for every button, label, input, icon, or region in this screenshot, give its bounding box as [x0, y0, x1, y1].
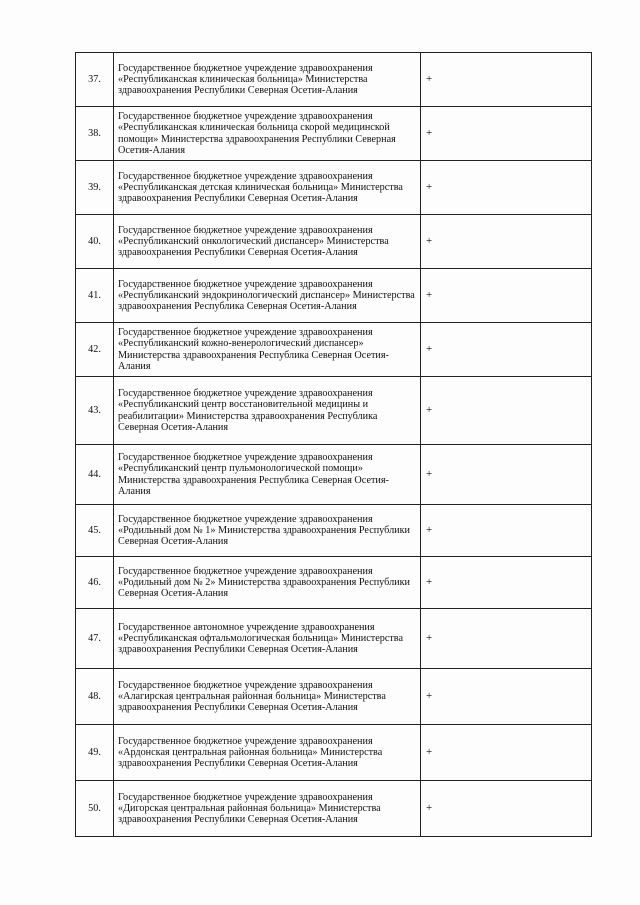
plus-mark: +: [421, 107, 592, 161]
plus-mark: +: [421, 505, 592, 557]
plus-mark: +: [421, 161, 592, 215]
table-row: [76, 557, 592, 609]
plus-mark: +: [421, 725, 592, 781]
institution-name: Государственное бюджетное учреждение здравоохранения «Республиканский онкологический диспансер» Министерства здравоохранения Республики Северная Осетия-Алания: [114, 215, 421, 269]
plus-mark: +: [421, 53, 592, 107]
institutions-table: [75, 52, 592, 837]
plus-mark: +: [421, 609, 592, 669]
row-number: 48.: [76, 669, 114, 725]
table-row: [76, 269, 592, 323]
institution-name: Государственное бюджетное учреждение здравоохранения «Республиканская клиническая больница скорой медицинской помощи» Министерства здравоохранения Республики Северная Осетия-Алания: [114, 107, 421, 161]
table-row: [76, 53, 592, 107]
row-number: 38.: [76, 107, 114, 161]
institution-name: Государственное бюджетное учреждение здравоохранения «Республиканский центр пульмонологической помощи» Министерства здравоохранения Республика Северная Осетия-Алания: [114, 445, 421, 505]
table-row: [76, 725, 592, 781]
plus-mark: +: [421, 781, 592, 837]
institution-name: Государственное бюджетное учреждение здравоохранения «Республиканская детская клиническая больница» Министерства здравоохранения Республики Северная Осетия-Алания: [114, 161, 421, 215]
table-row: [76, 377, 592, 445]
row-number: 43.: [76, 377, 114, 445]
table-row: [76, 669, 592, 725]
table-row: [76, 781, 592, 837]
institution-name: Государственное бюджетное учреждение здравоохранения «Родильный дом № 2» Министерства здравоохранения Республики Северная Осетия-Алания: [114, 557, 421, 609]
table-row: [76, 107, 592, 161]
row-number: 49.: [76, 725, 114, 781]
row-number: 46.: [76, 557, 114, 609]
row-number: 40.: [76, 215, 114, 269]
institution-name: Государственное бюджетное учреждение здравоохранения «Ардонская центральная районная больница» Министерства здравоохранения Республики Северная Осетия-Алания: [114, 725, 421, 781]
row-number: 37.: [76, 53, 114, 107]
plus-mark: +: [421, 669, 592, 725]
institution-name: Государственное бюджетное учреждение здравоохранения «Алагирская центральная районная больница» Министерства здравоохранения Республики Северная Осетия-Алания: [114, 669, 421, 725]
institution-name: Государственное бюджетное учреждение здравоохранения «Родильный дом № 1» Министерства здравоохранения Республики Северная Осетия-Алания: [114, 505, 421, 557]
plus-mark: +: [421, 323, 592, 377]
table-row: [76, 445, 592, 505]
plus-mark: +: [421, 445, 592, 505]
row-number: 47.: [76, 609, 114, 669]
institution-name: Государственное бюджетное учреждение здравоохранения «Республиканская клиническая больница» Министерства здравоохранения Республики Северная Осетия-Алания: [114, 53, 421, 107]
row-number: 39.: [76, 161, 114, 215]
institution-name: Государственное бюджетное учреждение здравоохранения «Республиканский эндокринологический диспансер» Министерства здравоохранения Республика Северная Осетия-Алания: [114, 269, 421, 323]
row-number: 45.: [76, 505, 114, 557]
institution-name: Государственное бюджетное учреждение здравоохранения «Республиканский центр восстановительной медицины и реабилитации» Министерства здравоохранения Республика Северная Осетия-Алания: [114, 377, 421, 445]
table-row: [76, 161, 592, 215]
table-row: [76, 323, 592, 377]
institution-name: Государственное автономное учреждение здравоохранения «Республиканская офтальмологическая больница» Министерства здравоохранения Республики Северная Осетия-Алания: [114, 609, 421, 669]
plus-mark: +: [421, 269, 592, 323]
table-row: [76, 609, 592, 669]
plus-mark: +: [421, 215, 592, 269]
institution-name: Государственное бюджетное учреждение здравоохранения «Дигорская центральная районная больница» Министерства здравоохранения Республики Северная Осетия-Алания: [114, 781, 421, 837]
row-number: 42.: [76, 323, 114, 377]
plus-mark: +: [421, 557, 592, 609]
table-row: [76, 505, 592, 557]
row-number: 41.: [76, 269, 114, 323]
institution-name: Государственное бюджетное учреждение здравоохранения «Республиканский кожно-венерологический диспансер» Министерства здравоохранения Республика Северная Осетия-Алания: [114, 323, 421, 377]
table-body: [76, 53, 592, 837]
plus-mark: +: [421, 377, 592, 445]
table-row: [76, 215, 592, 269]
row-number: 50.: [76, 781, 114, 837]
row-number: 44.: [76, 445, 114, 505]
